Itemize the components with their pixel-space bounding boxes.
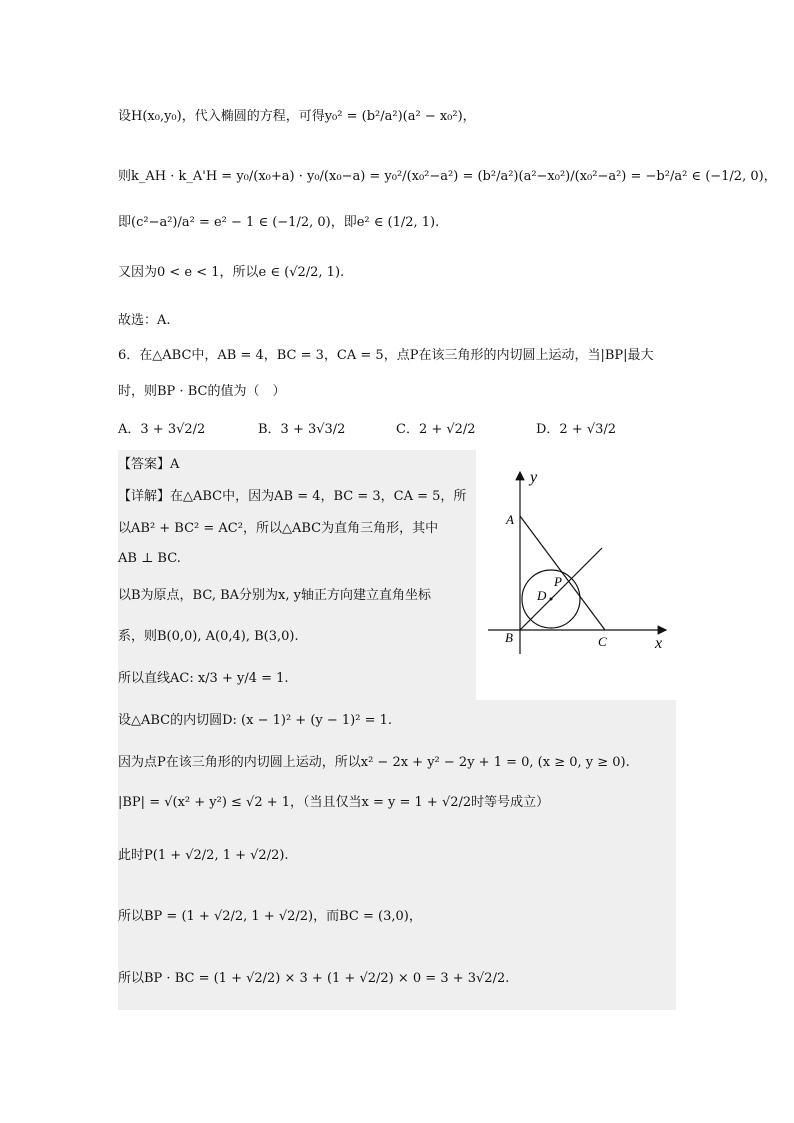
option-a: A．3 + 3√2/2 xyxy=(118,422,206,437)
question-line-1: 6．在△ABC中，AB = 4，BC = 3，CA = 5，点P在该三角形的内切圆上运动，当|BP|最大 xyxy=(118,348,654,363)
explain-line-3: AB ⊥ BC. xyxy=(118,551,181,566)
explain-line-7: 设△ABC的内切圆D: (x − 1)² + (y − 1)² = 1. xyxy=(118,713,393,728)
explain-line-12: 所以BP · BC = (1 + √2/2) × 3 + (1 + √2/2) × 0 = 3 + 3√2/2. xyxy=(118,971,510,986)
line-bp xyxy=(520,548,602,630)
option-d: D．2 + √3/2 xyxy=(536,422,617,437)
explain-line-9: |BP| = √(x² + y²) ≤ √2 + 1，（当且仅当x = y = 1 + √2/2时等号成立） xyxy=(118,795,550,810)
option-c: C．2 + √2/2 xyxy=(396,422,476,437)
label-p: P xyxy=(554,574,562,589)
label-y: y xyxy=(530,469,538,486)
solution-line-1: 设H(x₀,y₀)，代入椭圆的方程，可得y₀² = (b²/a²)(a² − x₀²)， xyxy=(118,109,476,124)
explain-line-2: 以AB² + BC² = AC²，所以△ABC为直角三角形，其中 xyxy=(118,521,439,536)
explain-line-8: 因为点P在该三角形的内切圆上运动，所以x² − 2x + y² − 2y + 1 = 0, (x ≥ 0, y ≥ 0). xyxy=(118,755,630,770)
solution-line-3: 即(c²−a²)/a² = e² − 1 ∈ (−1/2, 0)，即e² ∈ (1/2, 1). xyxy=(118,215,440,230)
label-x: x xyxy=(655,635,663,652)
explain-line-10: 此时P(1 + √2/2, 1 + √2/2). xyxy=(118,848,289,863)
solution-line-5: 故选：A. xyxy=(118,313,171,328)
triangle-incircle-figure xyxy=(480,462,680,662)
explain-line-6: 所以直线AC: x/3 + y/4 = 1. xyxy=(118,671,289,686)
solution-line-4: 又因为0 < e < 1，所以e ∈ (√2/2, 1). xyxy=(118,265,345,280)
label-b: B xyxy=(505,630,513,645)
explain-line-5: 系，则B(0,0), A(0,4), B(3,0). xyxy=(118,629,299,644)
answer-label: 【答案】A xyxy=(118,457,180,472)
label-c: C xyxy=(598,634,607,649)
center-d-point xyxy=(550,598,553,601)
question-line-2: 时，则BP · BC的值为（ ） xyxy=(118,384,286,399)
option-b: B．3 + 3√3/2 xyxy=(258,422,346,437)
solution-line-2: 则k_AH · k_A'H = y₀/(x₀+a) · y₀/(x₀−a) = y₀²/(x₀²−a²) = (b²/a²)(a²−x₀²)/(x₀²−a²) = −b²/a² ∈ (−1/2, 0)， xyxy=(118,169,777,184)
explain-line-11: 所以BP = (1 + √2/2, 1 + √2/2)，而BC = (3,0)， xyxy=(118,909,422,924)
explain-line-4: 以B为原点，BC, BA分别为x, y轴正方向建立直角坐标 xyxy=(118,588,431,603)
label-d: D xyxy=(537,588,547,603)
label-a: A xyxy=(506,512,514,527)
explain-line-1: 【详解】在△ABC中，因为AB = 4，BC = 3，CA = 5，所 xyxy=(118,489,467,504)
